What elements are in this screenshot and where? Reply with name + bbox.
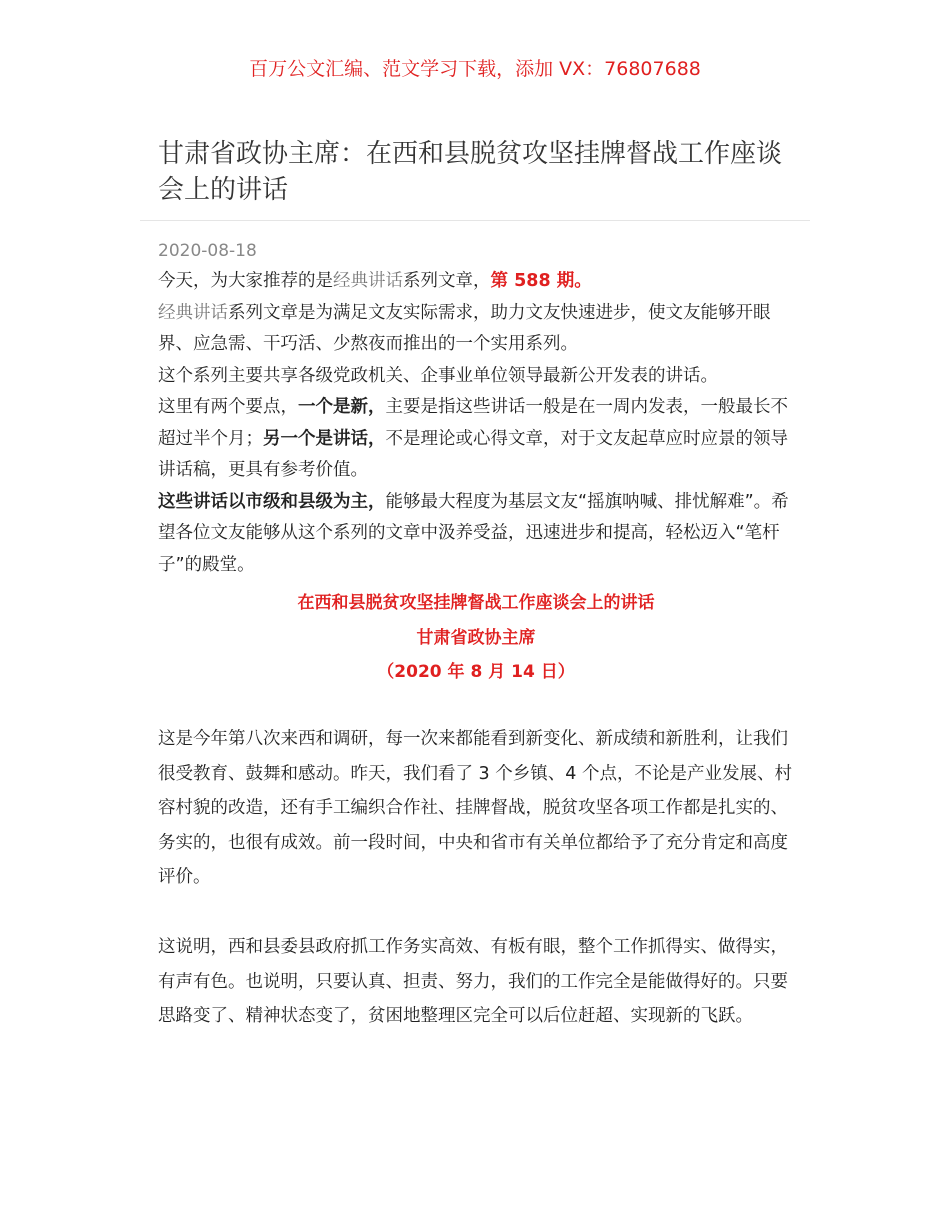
intro-line-1-text: 今天，为大家推荐的是: [158, 271, 333, 291]
article-title: 甘肃省政协主席：在西和县脱贫攻坚挂牌督战工作座谈会上的讲话: [158, 139, 783, 205]
promo-banner: 百万公文汇编、范文学习下载，添加 VX：76807688: [249, 58, 701, 80]
issue-number: 第 588 期。: [490, 271, 592, 291]
speech-paragraph-1: 这是今年第八次来西和调研，每一次来都能看到新变化、新成绩和新胜利，让我们很受教育、鼓舞和感动。昨天，我们看了 3 个乡镇、4 个点，不论是产业发展、村容村貌的改造，还有手工编织合作社、挂牌督战，脱贫攻坚各项工作都是扎实的、务实的，也很有成效。前一段时间，中央和省市有关单位都给予了充分肯定和高度评价。: [158, 729, 792, 887]
intro-line-1-suffix: 系列文章，: [403, 271, 491, 291]
intro-paragraph-2-text: 系列文章是为满足文友实际需求，助力文友快速进步，使文友能够开眼界、应急需、干巧活、少熬夜而推出的一个实用系列。: [158, 302, 771, 354]
focus-statement: 这些讲话以市级和县级为主，: [158, 491, 386, 512]
intro-paragraph-4: [158, 392, 794, 487]
speech-speaker: 甘肃省政协主席: [416, 627, 536, 648]
intro-paragraph-5-b: 能够最大程度为基层文友“摇旗呐喊、排忧解难”。希望各位文友能够从这个系列的文章中汲养受益，迅速进步和提高，轻松迈入“笔杆子”的殿堂。: [158, 491, 789, 575]
speech-header: [158, 586, 794, 690]
speech-title: 在西和县脱贫攻坚挂牌督战工作座谈会上的讲话: [297, 593, 655, 613]
title-divider: [140, 220, 810, 221]
article-date: 2020-08-18: [158, 241, 257, 261]
intro-paragraph-4-a: 这里有两个要点，: [158, 397, 298, 417]
series-name: 经典讲话: [333, 271, 403, 291]
intro-line-1: [158, 266, 794, 298]
intro-section: [158, 266, 794, 581]
point-one: 一个是新，: [298, 397, 386, 417]
intro-paragraph-2: [158, 298, 794, 361]
intro-paragraph-5: [158, 487, 794, 582]
speech-paragraph-2: 这说明，西和县委县政府抓工作务实高效、有板有眼，整个工作抓得实、做得实，有声有色。也说明，只要认真、担责、努力，我们的工作完全是能做得好的。只要思路变了、精神状态变了，贫困地整理区完全可以后位赶超、实现新的飞跃。: [158, 937, 788, 1026]
intro-paragraph-4-c: 主要是指这些讲话一般是在一周内发表，一般最长不超过半个月；: [158, 397, 788, 449]
speech-date: （2020 年 8 月 14 日）: [377, 662, 575, 682]
point-two: 另一个是讲话，: [263, 428, 386, 449]
intro-paragraph-3: 这个系列主要共享各级党政机关、企事业单位领导最新公开发表的讲话。: [158, 365, 718, 386]
series-name-2: 经典讲话: [158, 302, 228, 323]
intro-paragraph-4-e: 不是理论或心得文章，对于文友起草应时应景的领导讲话稿，更具有参考价值。: [158, 428, 788, 480]
